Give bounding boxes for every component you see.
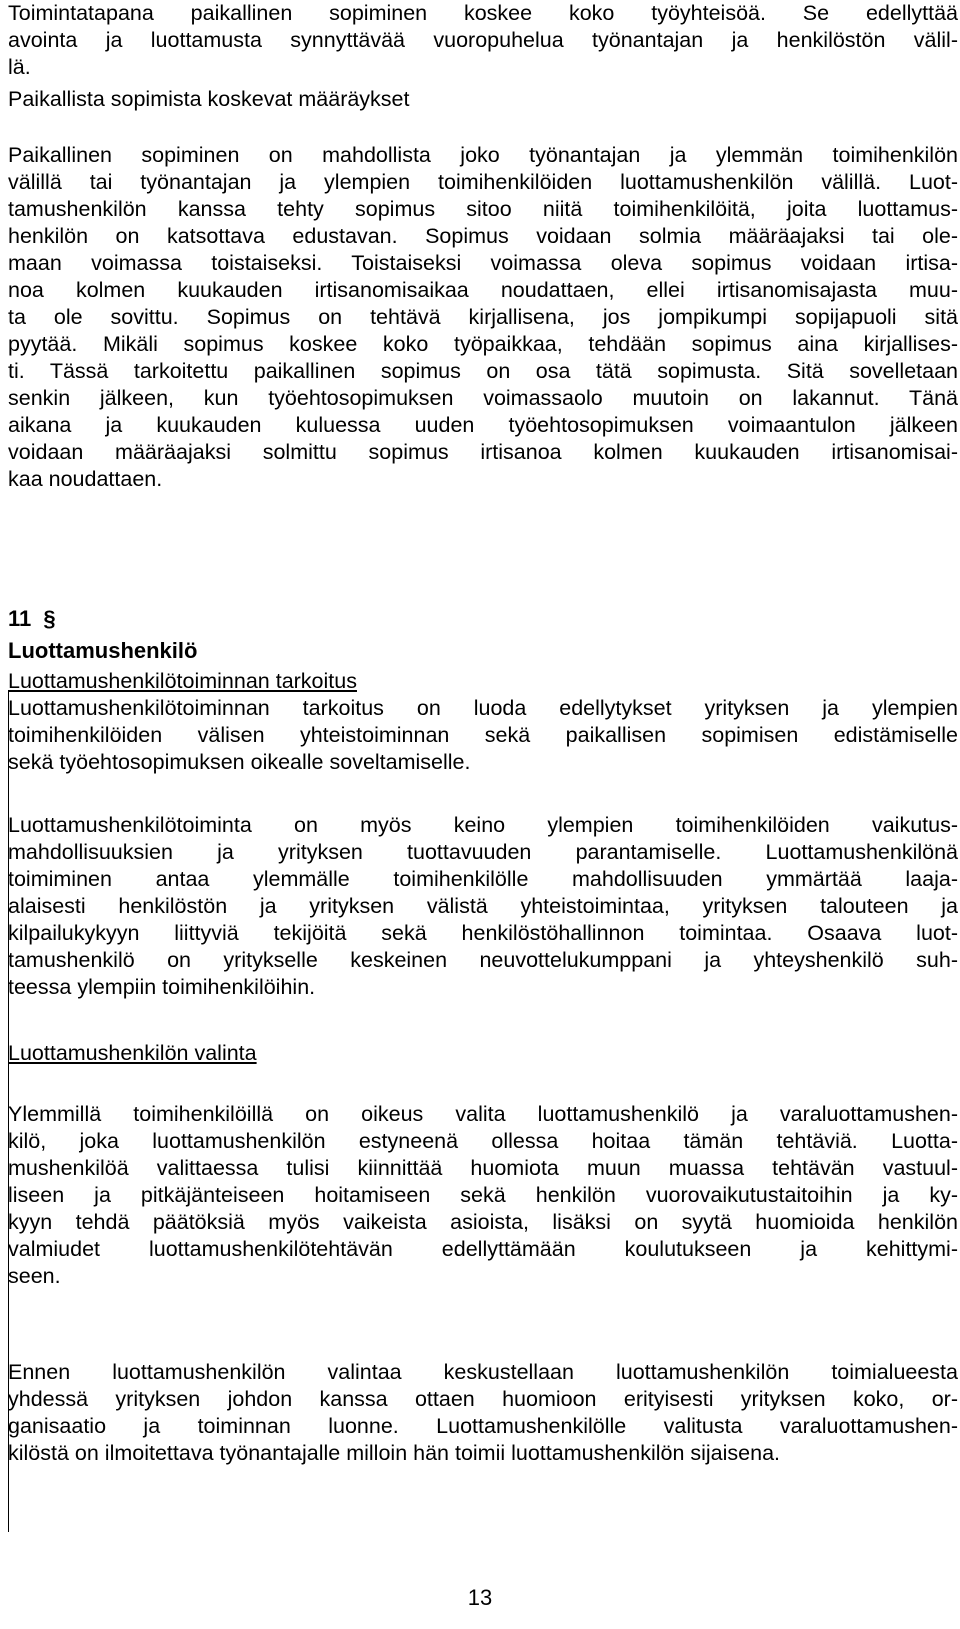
heading-text: Paikallista sopimista koskevat määräykset xyxy=(8,87,410,111)
text-line: välillä tai työnantajan ja ylempien toimihenkilöiden luottamushenkilön välillä. Luot- xyxy=(8,170,958,194)
intro-paragraph xyxy=(8,0,958,81)
text-line: Ylemmillä toimihenkilöillä on oikeus valita luottamushenkilö ja varaluottamushen- xyxy=(8,1102,958,1126)
text-line: seen. xyxy=(8,1264,61,1288)
text-line: Paikallinen sopiminen on mahdollista joko työnantajan ja ylemmän toimihenkilön xyxy=(8,143,958,167)
section-symbol: § xyxy=(43,606,56,631)
text-line: maan voimassa toistaiseksi. Toistaiseksi voimassa oleva sopimus voidaan irtisa- xyxy=(8,251,958,275)
text-line: mushenkilöä valittaessa tulisi kiinnittää huomiota muun muassa tehtävän vastuul- xyxy=(8,1156,958,1180)
text-line: tamushenkilö on yritykselle keskeinen neuvottelukumppani ja yhteyshenkilö suh- xyxy=(8,948,958,972)
text-line: ti. Tässä tarkoitettu paikallinen sopimus on osa tätä sopimusta. Sitä sovelletaan xyxy=(8,359,958,383)
text-line: kilö, joka luottamushenkilön estyneenä ollessa hoitaa tämän tehtäviä. Luotta- xyxy=(8,1129,958,1153)
text-line: Ennen luottamushenkilön valintaa keskustellaan luottamushenkilön toimialueesta xyxy=(8,1360,958,1384)
local-agreement-heading xyxy=(8,86,958,113)
text-line: ganisaatio ja toiminnan luonne. Luottamushenkilölle valitusta varaluottamushen- xyxy=(8,1414,958,1438)
text-line: mahdollisuuksien ja yrityksen tuottavuuden parantamiselle. Luottamushenkilönä xyxy=(8,840,958,864)
purpose-paragraph-1 xyxy=(8,695,958,776)
text-line: aikana ja kuukauden kuluessa uuden työehtosopimuksen voimaantulon jälkeen xyxy=(8,413,958,437)
text-line: yhdessä yrityksen johdon kanssa ottaen huomioon erityisesti yrityksen koko, or- xyxy=(8,1387,958,1411)
text-line: Toimintatapana paikallinen sopiminen koskee koko työyhteisöä. Se edellyttää xyxy=(8,1,958,25)
text-line: toimihenkilöiden välisen yhteistoiminnan sekä paikallisen sopimisen edistämiselle xyxy=(8,723,958,747)
text-line: kilöstä on ilmoitettava työnantajalle milloin hän toimii luottamushenkilön sijaisena. xyxy=(8,1441,781,1465)
text-line: noa kolmen kuukauden irtisanomisaikaa noudattaen, ellei irtisanomisajasta muu- xyxy=(8,278,958,302)
text-line: liseen ja pitkäjänteiseen hoitamiseen sekä henkilön vuorovaikutustaitoihin ja ky- xyxy=(8,1183,958,1207)
local-agreement-paragraph xyxy=(8,142,958,493)
subheading-text: Luottamushenkilötoiminnan tarkoitus xyxy=(8,669,357,693)
text-line: voidaan määräajaksi solmittu sopimus irtisanoa kolmen kuukauden irtisanomisai- xyxy=(8,440,958,464)
text-line: pyytää. Mikäli sopimus koskee koko työpaikkaa, tehdään sopimus aina kirjallises- xyxy=(8,332,958,356)
text-line: tamushenkilön kanssa tehty sopimus sitoo niitä toimihenkilöitä, joita luottamus- xyxy=(8,197,958,221)
text-line: Luottamushenkilötoiminnan tarkoitus on luoda edellytykset yrityksen ja ylempien xyxy=(8,696,958,720)
text-line: teessa ylempiin toimihenkilöihin. xyxy=(8,975,316,999)
election-paragraph-2 xyxy=(8,1359,958,1467)
text-line: kaa noudattaen. xyxy=(8,467,163,491)
text-line: alaisesti henkilöstön ja yrityksen välistä yhteistoimintaa, yrityksen talouteen ja xyxy=(8,894,958,918)
text-line: senkin jälkeen, kun työehtosopimuksen voimassaolo muutoin on lakannut. Tänä xyxy=(8,386,958,410)
text-line: sekä työehtosopimuksen oikealle soveltamiselle. xyxy=(8,750,471,774)
purpose-paragraph-2 xyxy=(8,812,958,1001)
text-line: Luottamushenkilötoiminta on myös keino ylempien toimihenkilöiden vaikutus- xyxy=(8,813,958,837)
text-line: henkilön on katsottava edustavan. Sopimus voidaan solmia määräajaksi tai ole- xyxy=(8,224,958,248)
election-heading xyxy=(8,1040,958,1067)
text-line: kyyn tehdä päätöksiä myös vaikeista asioista, lisäksi on syytä huomioida henkilön xyxy=(8,1210,958,1234)
section-number-text: 11 xyxy=(8,606,32,631)
section-title: Luottamushenkilö xyxy=(8,638,198,663)
section-number xyxy=(8,606,56,632)
text-line: lä. xyxy=(8,55,31,79)
text-line: toimiminen antaa ylemmälle toimihenkilölle mahdollisuuden ymmärtää laaja- xyxy=(8,867,958,891)
text-line: ta ole sovittu. Sopimus on tehtävä kirjallisena, jos jompikumpi sopijapuoli sitä xyxy=(8,305,958,329)
page-number: 13 xyxy=(467,1585,493,1610)
subheading-text: Luottamushenkilön valinta xyxy=(8,1041,257,1065)
election-paragraph-1 xyxy=(8,1101,958,1290)
purpose-heading xyxy=(8,668,958,695)
text-line: avointa ja luottamusta synnyttävää vuoropuhelua työnantajan ja henkilöstön välil- xyxy=(8,28,958,52)
text-line: valmiudet luottamushenkilötehtävän edellyttämään koulutukseen ja kehittymi- xyxy=(8,1237,958,1261)
text-line: kilpailukykyyn liittyviä tekijöitä sekä henkilöstöhallinnon toimintaa. Osaava luot- xyxy=(8,921,958,945)
